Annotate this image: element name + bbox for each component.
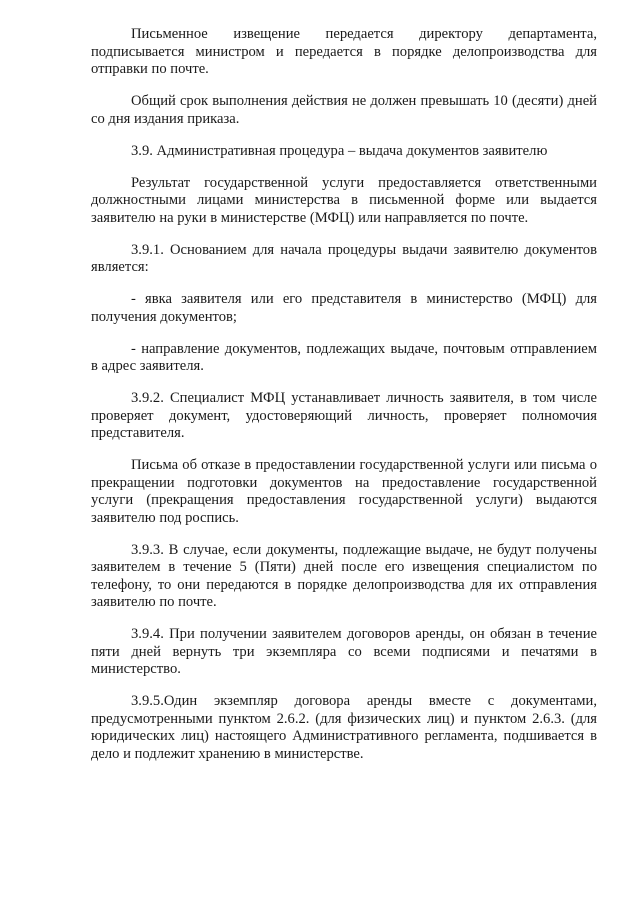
list-item-mailing: - направление документов, подлежащих выдаче, почтовым отправлением в адрес заявителя. bbox=[91, 340, 597, 374]
paragraph-3-9-1: 3.9.1. Основанием для начала процедуры выдачи заявителю документов является: bbox=[91, 241, 597, 275]
paragraph-3-9-4: 3.9.4. При получении заявителем договоров аренды, он обязан в течение пяти дней вернуть три экземпляра со всеми подписями и печатями в министерство. bbox=[91, 626, 597, 677]
document-page bbox=[91, 26, 597, 763]
section-heading-3-9: 3.9. Административная процедура – выдача документов заявителю bbox=[131, 142, 548, 159]
paragraph-3-9-3: 3.9.3. В случае, если документы, подлежащие выдаче, не будут получены заявителем в течение 5 (Пяти) дней после его извещения специалистом по телефону, то они передаются в порядке делопроизводства для их отправления заявителю по почте. bbox=[91, 541, 597, 610]
paragraph-3-9-5: 3.9.5.Один экземпляр договора аренды вместе с документами, предусмотренными пунктом 2.6.2. (для физических лиц) и пунктом 2.6.3. (для юридических лиц) настоящего Административного регламента, подшивается в дело и подлежит хранению в министерстве. bbox=[91, 693, 597, 762]
paragraph-notice: Письменное извещение передается директору департамента, подписывается министром и передается в порядке делопроизводства для отправки по почте. bbox=[91, 26, 597, 77]
paragraph-3-9-2: 3.9.2. Специалист МФЦ устанавливает личность заявителя, в том числе проверяет документ, удостоверяющий личность, проверяет полномочия представителя. bbox=[91, 390, 597, 441]
paragraph-deadline: Общий срок выполнения действия не должен превышать 10 (десяти) дней со дня издания приказа. bbox=[91, 93, 597, 127]
paragraph-refusal-letters: Письма об отказе в предоставлении государственной услуги или письма о прекращении подготовки документов на предоставление государственной услуги (прекращения предоставления государственной услуги) выдаются заявителю под роспись. bbox=[91, 457, 597, 526]
paragraph-result: Результат государственной услуги предоставляется ответственными должностными лицами министерства в письменной форме или выдается заявителю на руки в министерстве (МФЦ) или направляется по почте. bbox=[91, 174, 597, 226]
list-item-appearance: - явка заявителя или его представителя в министерство (МФЦ) для получения документов; bbox=[91, 291, 597, 325]
